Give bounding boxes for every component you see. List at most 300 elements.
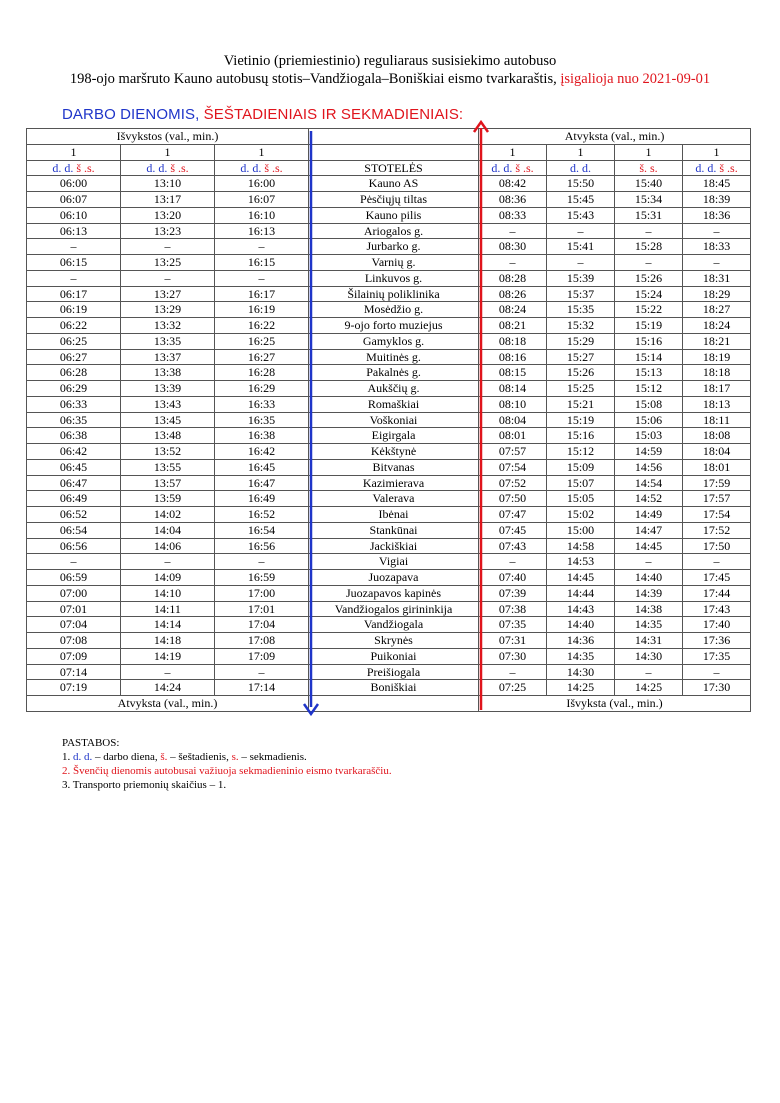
stop-name: Boniškiai [309,680,479,696]
arrival-time: 08:15 [479,365,547,381]
arrival-time: 14:52 [615,491,683,507]
arrival-time: – [479,664,547,680]
arrival-time: 15:12 [547,444,615,460]
arrival-time: 15:07 [547,475,615,491]
notes [62,736,392,792]
arrival-time: 07:57 [479,444,547,460]
arrival-time: 08:30 [479,239,547,255]
arrival-time: 07:30 [479,648,547,664]
arrival-time: 14:25 [547,680,615,696]
departure-time: 07:01 [27,601,121,617]
stop-name: Varnių g. [309,255,479,271]
departure-time: 16:56 [215,538,309,554]
arrival-time: 15:29 [547,333,615,349]
departure-time: – [215,554,309,570]
arrival-time: 14:45 [547,570,615,586]
arrival-time: 15:27 [547,349,615,365]
departure-time: – [121,270,215,286]
departure-time: 13:45 [121,412,215,428]
arrival-time: 15:08 [615,396,683,412]
arrival-time: 15:05 [547,491,615,507]
departure-time: 13:20 [121,207,215,223]
table-row [27,239,751,255]
arrival-time: – [683,255,751,271]
departure-time: 07:14 [27,664,121,680]
note-1-ss: s. [231,751,239,763]
day-code [121,160,215,176]
departure-time: 16:07 [215,192,309,208]
stop-name: Skrynės [309,633,479,649]
arrival-time: 15:31 [615,207,683,223]
run-number: 1 [27,144,121,160]
day-code-weekend: š .s. [76,160,95,175]
departure-time: 06:54 [27,522,121,538]
run-number: 1 [683,144,751,160]
table-row [27,302,751,318]
departure-time: 13:29 [121,302,215,318]
arrival-time: 08:16 [479,349,547,365]
table-row [27,349,751,365]
arrival-time: 15:19 [547,412,615,428]
departure-time: 06:19 [27,302,121,318]
departure-time: 13:25 [121,255,215,271]
table-row [27,491,751,507]
note-1-mid: – darbo diena, [92,751,161,763]
departure-time: 06:00 [27,176,121,192]
departure-time: 17:01 [215,601,309,617]
arrival-time: 15:50 [547,176,615,192]
arrival-time: 18:29 [683,286,751,302]
stop-name: Stankūnai [309,522,479,538]
arrival-time: 14:44 [547,585,615,601]
arrival-time: – [547,223,615,239]
table-row [27,444,751,460]
stop-name: Šilainių poliklinika [309,286,479,302]
stop-name: Voškoniai [309,412,479,428]
arrival-time: 17:40 [683,617,751,633]
departure-time: 17:14 [215,680,309,696]
departure-time: – [27,270,121,286]
arrival-time: 07:54 [479,459,547,475]
run-number: 1 [615,144,683,160]
arrival-time: 08:18 [479,333,547,349]
table-row [27,412,751,428]
departure-time: 13:39 [121,381,215,397]
schedule-title-line1: Vietinio (priemiestinio) reguliaraus susisiekimo autobuso [223,53,557,69]
arrival-time: 15:22 [615,302,683,318]
arrival-time: 17:50 [683,538,751,554]
arrival-time: 15:41 [547,239,615,255]
arrival-time: 14:58 [547,538,615,554]
departure-time: 13:48 [121,428,215,444]
departure-time: 16:54 [215,522,309,538]
table-row [27,554,751,570]
departure-time: 06:56 [27,538,121,554]
arrival-time: 15:14 [615,349,683,365]
arrival-time: 18:04 [683,444,751,460]
arrival-time: 18:01 [683,459,751,475]
arrival-time: 17:57 [683,491,751,507]
departure-time: – [27,239,121,255]
arrival-time: 08:21 [479,318,547,334]
arrival-time: 08:10 [479,396,547,412]
departure-time: 14:10 [121,585,215,601]
arrival-time: 14:49 [615,507,683,523]
arrival-time: 08:28 [479,270,547,286]
arrival-time: 07:50 [479,491,547,507]
day-code-weekend: š .s. [719,160,738,175]
arrival-time: 14:40 [615,570,683,586]
arrival-time: 07:25 [479,680,547,696]
departure-time: 16:15 [215,255,309,271]
section-weekends: ŠEŠTADIENIAIS IR SEKMADIENIAIS: [203,106,464,123]
stop-name: Gamyklos g. [309,333,479,349]
departure-time: 16:13 [215,223,309,239]
departure-time: 06:47 [27,475,121,491]
arrival-time: 18:08 [683,428,751,444]
arrival-time: 14:39 [615,585,683,601]
arrival-time: 15:06 [615,412,683,428]
arrival-time: 14:59 [615,444,683,460]
arrival-time: – [479,255,547,271]
arrival-time: 15:02 [547,507,615,523]
note-3: 3. Transporto priemonių skaičius – 1. [62,779,227,791]
arrival-time: 15:21 [547,396,615,412]
departure-time: 16:17 [215,286,309,302]
stop-name: Kauno AS [309,176,479,192]
stop-name: Vandžiogalos girininkija [309,601,479,617]
departure-time: 06:22 [27,318,121,334]
table-row [27,286,751,302]
departure-time: 06:35 [27,412,121,428]
arrival-time: 07:43 [479,538,547,554]
arrival-time: 18:31 [683,270,751,286]
arrival-time: 18:19 [683,349,751,365]
schedule-title-line2 [0,70,780,88]
arrival-time: 07:39 [479,585,547,601]
departure-time: 16:25 [215,333,309,349]
stop-name: Jackiškiai [309,538,479,554]
arrival-time: 17:36 [683,633,751,649]
departure-time: – [121,664,215,680]
arrival-time: 08:24 [479,302,547,318]
stop-name: Juozapavos kapinės [309,585,479,601]
arrival-time: 17:35 [683,648,751,664]
departure-time: 06:45 [27,459,121,475]
arrival-time: 17:44 [683,585,751,601]
departure-time: 14:11 [121,601,215,617]
arrival-time: 15:34 [615,192,683,208]
arrival-time: 14:31 [615,633,683,649]
day-code-workday: d. d. [695,160,717,175]
stop-name: Vandžiogala [309,617,479,633]
arrival-time: 07:35 [479,617,547,633]
stops-header-spacer [309,144,479,160]
arrival-time: – [547,255,615,271]
note-1-dd: d. d. [73,751,93,763]
arrival-time: 17:52 [683,522,751,538]
arrival-time: 14:53 [547,554,615,570]
arrival-time: – [683,664,751,680]
arrival-time: 18:18 [683,365,751,381]
departure-time: 13:43 [121,396,215,412]
stops-header: STOTELĖS [309,160,479,176]
arrival-time: – [683,554,751,570]
arrival-time: 18:13 [683,396,751,412]
departure-time: 16:38 [215,428,309,444]
arrival-time: 08:36 [479,192,547,208]
departure-time: 13:35 [121,333,215,349]
arrival-time: 15:45 [547,192,615,208]
departure-time: 07:19 [27,680,121,696]
departure-footer: Atvyksta (val., min.) [27,696,309,712]
day-code-weekend: š .s. [264,160,283,175]
arrival-time: 17:30 [683,680,751,696]
arrival-time: – [479,223,547,239]
arrival-time: – [615,554,683,570]
table-row [27,507,751,523]
stop-name: Bitvanas [309,459,479,475]
table-row [27,648,751,664]
departure-time: 14:18 [121,633,215,649]
departure-time: 06:52 [27,507,121,523]
departure-time: 06:07 [27,192,121,208]
stop-name: Mosėdžio g. [309,302,479,318]
arrival-time: 18:33 [683,239,751,255]
arrival-time: 07:52 [479,475,547,491]
arrival-time: 15:13 [615,365,683,381]
departure-time: 14:19 [121,648,215,664]
arrival-time: 15:32 [547,318,615,334]
arrival-header: Atvyksta (val., min.) [479,129,751,145]
arrival-time: 08:04 [479,412,547,428]
stop-name: Linkuvos g. [309,270,479,286]
arrival-time: 14:40 [547,617,615,633]
table-row [27,333,751,349]
arrival-time: 17:59 [683,475,751,491]
run-number: 1 [479,144,547,160]
departure-time: 16:22 [215,318,309,334]
section-weekdays: DARBO DIENOMIS [62,106,196,123]
note-2: 2. Švenčių dienomis autobusai važiuoja sekmadieninio eismo tvarkaraščiu. [62,765,392,777]
note-1-s: š. [160,751,168,763]
departure-time: 16:49 [215,491,309,507]
day-code-workday: d. d. [240,160,262,175]
arrival-time: 08:01 [479,428,547,444]
arrival-time: 15:24 [615,286,683,302]
day-code-weekend: š. s. [639,160,658,175]
stop-name: Aukščių g. [309,381,479,397]
arrival-time: 14:38 [615,601,683,617]
departure-time: – [215,270,309,286]
arrival-footer: Išvyksta (val., min.) [479,696,751,712]
departure-time: 16:59 [215,570,309,586]
departure-time: 13:59 [121,491,215,507]
departure-time: 13:23 [121,223,215,239]
departure-time: 17:04 [215,617,309,633]
arrival-time: 14:54 [615,475,683,491]
departure-time: 13:27 [121,286,215,302]
table-row [27,381,751,397]
departure-time: 13:52 [121,444,215,460]
arrival-time: 15:12 [615,381,683,397]
stop-name: Pakalnės g. [309,365,479,381]
departure-time: 06:33 [27,396,121,412]
departure-time: 16:47 [215,475,309,491]
arrival-time: 15:00 [547,522,615,538]
arrival-time: 14:30 [547,664,615,680]
departure-time: 07:04 [27,617,121,633]
departure-time: 06:42 [27,444,121,460]
stops-header-spacer [309,129,479,145]
arrival-time: 14:47 [615,522,683,538]
table-row [27,428,751,444]
departure-time: 17:08 [215,633,309,649]
table-row [27,570,751,586]
table-row [27,617,751,633]
departure-time: 06:13 [27,223,121,239]
table-footer-row [27,696,751,712]
departure-time: 06:17 [27,286,121,302]
departure-time: 16:29 [215,381,309,397]
departure-time: 16:45 [215,459,309,475]
stop-name: Kėkštynė [309,444,479,460]
departure-time: 16:28 [215,365,309,381]
stop-name: Puikoniai [309,648,479,664]
stop-name: Pėsčiųjų tiltas [309,192,479,208]
arrival-time: 14:25 [615,680,683,696]
departure-time: – [121,239,215,255]
departure-time: 13:55 [121,459,215,475]
stop-name: Juozapava [309,570,479,586]
day-code [683,160,751,176]
departure-header: Išvykstos (val., min.) [27,129,309,145]
departure-time: 07:00 [27,585,121,601]
departure-time: – [215,664,309,680]
table-row [27,176,751,192]
table-row [27,207,751,223]
table-row [27,255,751,271]
arrival-time: 07:45 [479,522,547,538]
day-code-workday: d. d. [491,160,513,175]
arrival-time: 14:35 [615,617,683,633]
arrival-time: 08:26 [479,286,547,302]
arrival-time: 15:37 [547,286,615,302]
note-1 [62,750,392,764]
arrival-time: – [479,554,547,570]
arrival-time: 08:42 [479,176,547,192]
table-row [27,538,751,554]
table-row [27,270,751,286]
departure-time: 06:59 [27,570,121,586]
arrival-time: 15:19 [615,318,683,334]
arrival-time: 17:54 [683,507,751,523]
arrival-time: 14:36 [547,633,615,649]
arrival-time: 07:31 [479,633,547,649]
stop-name: Vigiai [309,554,479,570]
table-row [27,475,751,491]
run-number: 1 [547,144,615,160]
arrival-time: – [615,255,683,271]
departure-time: 06:38 [27,428,121,444]
section-heading [62,106,463,123]
arrival-time: 18:24 [683,318,751,334]
stops-footer-spacer [309,696,479,712]
departure-time: 13:10 [121,176,215,192]
table-row [27,633,751,649]
arrival-time: 08:33 [479,207,547,223]
departure-time: 16:00 [215,176,309,192]
departure-time: 14:24 [121,680,215,696]
departure-time: – [121,554,215,570]
note-1-end: – sekmadienis. [238,751,307,763]
table-row [27,192,751,208]
table-row [27,396,751,412]
arrival-time: 15:26 [615,270,683,286]
departure-time: 16:27 [215,349,309,365]
arrival-time: 14:30 [615,648,683,664]
day-code [615,160,683,176]
arrival-time: 15:09 [547,459,615,475]
departure-time: 06:25 [27,333,121,349]
arrival-time: 18:36 [683,207,751,223]
arrival-time: 15:26 [547,365,615,381]
table-row [27,459,751,475]
departure-time: 16:42 [215,444,309,460]
departure-time: – [27,554,121,570]
departure-time: 13:32 [121,318,215,334]
stop-name: Eigirgala [309,428,479,444]
day-code [547,160,615,176]
arrival-time: 15:16 [547,428,615,444]
day-code-weekend: š .s. [170,160,189,175]
note-1-mid2: – šeštadienis, [167,751,232,763]
arrival-time: – [615,664,683,680]
timetable [26,128,751,712]
departure-time: 14:14 [121,617,215,633]
table-row [27,601,751,617]
table-row [27,680,751,696]
arrival-time: 07:40 [479,570,547,586]
day-code [479,160,547,176]
departure-time: 13:38 [121,365,215,381]
arrival-time: 15:16 [615,333,683,349]
day-code [27,160,121,176]
run-number: 1 [121,144,215,160]
departure-time: 14:06 [121,538,215,554]
arrival-time: 08:14 [479,381,547,397]
departure-time: 13:17 [121,192,215,208]
arrival-time: 15:43 [547,207,615,223]
table-row [27,522,751,538]
arrival-time: 18:17 [683,381,751,397]
arrival-time: 15:35 [547,302,615,318]
arrival-time: 15:28 [615,239,683,255]
arrival-time: 07:38 [479,601,547,617]
arrival-time: 18:21 [683,333,751,349]
departure-time: 17:09 [215,648,309,664]
stop-name: Jurbarko g. [309,239,479,255]
notes-title: PASTABOS: [62,737,120,749]
section-comma: , [195,106,204,123]
arrival-time: 18:45 [683,176,751,192]
arrival-time: 15:03 [615,428,683,444]
departure-time: 16:35 [215,412,309,428]
departure-time: 16:10 [215,207,309,223]
departure-time: 07:09 [27,648,121,664]
arrival-time: 07:47 [479,507,547,523]
departure-time: 13:57 [121,475,215,491]
